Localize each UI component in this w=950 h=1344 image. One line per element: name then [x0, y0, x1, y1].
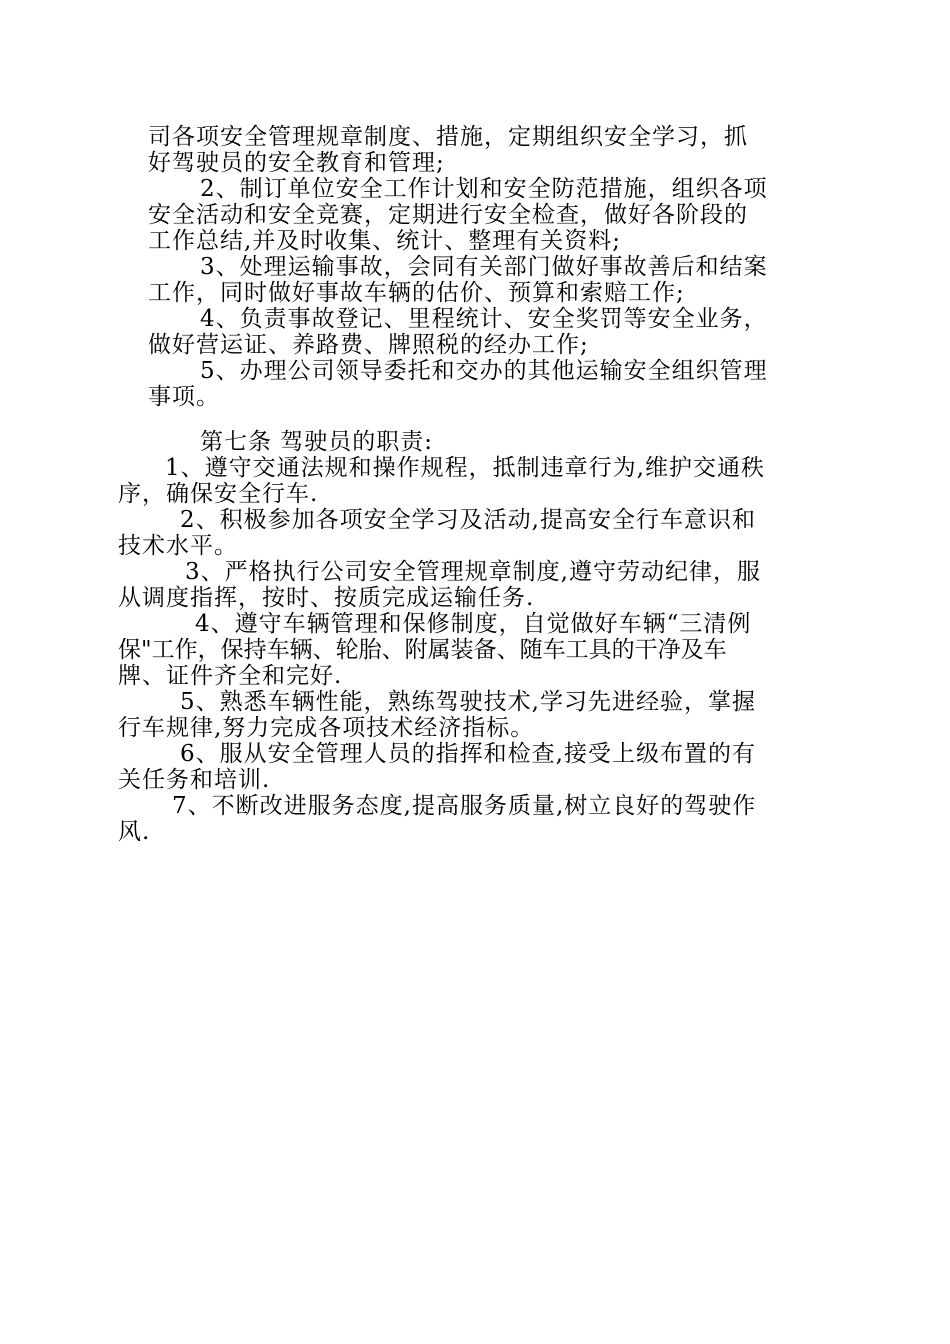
section7-line-13: 关任务和培训. — [118, 767, 271, 793]
section6-line-9: 做好营运证、养路费、牌照税的经办工作; — [148, 332, 589, 358]
section7-line-2: 序，确保安全行车. — [118, 481, 319, 507]
section6-line-5: 工作总结,并及时收集、统计、整理有关资料; — [148, 228, 622, 254]
section7-line-8: 保"工作，保持车辆、轮胎、附属装备、随车工具的干净及车 — [118, 637, 727, 663]
section6-line-2: 好驾驶员的安全教育和管理; — [148, 150, 445, 176]
section6-item-3: 3、处理运输事故，会同有关部门做好事故善后和结案 — [200, 254, 768, 280]
section7-line-15: 风. — [118, 819, 151, 845]
section7-line-11: 行车规律,努力完成各项技术经济指标。 — [118, 715, 535, 741]
section6-item-2: 2、制订单位安全工作计划和安全防范措施，组织各项 — [200, 176, 768, 202]
section7-heading: 第七条 驾驶员的职责: — [200, 429, 434, 455]
section6-line-4: 安全活动和安全竞赛，定期进行安全检查，做好各阶段的 — [148, 202, 748, 228]
section6-item-4: 4、负责事故登记、里程统计、安全奖罚等安全业务， — [200, 306, 768, 332]
section6-line-7: 工作，同时做好事故车辆的估价、预算和索赔工作; — [148, 280, 685, 306]
section7-item-2: 2、积极参加各项安全学习及活动,提高安全行车意识和 — [180, 507, 756, 533]
section6-line-11: 事项。 — [148, 384, 220, 410]
section7-item-7: 7、不断改进服务态度,提高服务质量,树立良好的驾驶作 — [172, 793, 757, 819]
section7-item-6: 6、服从安全管理人员的指挥和检查,接受上级布置的有 — [180, 741, 756, 767]
section7-item-4: 4、遵守车辆管理和保修制度，自觉做好车辆“三清例 — [195, 611, 752, 637]
section7-item-3: 3、严格执行公司安全管理规章制度,遵守劳动纪律，服 — [185, 559, 761, 585]
section6-line-1: 司各项安全管理规章制度、措施，定期组织安全学习，抓 — [148, 124, 748, 150]
section7-item-5: 5、熟悉车辆性能，熟练驾驶技术,学习先进经验，掌握 — [180, 689, 756, 715]
section7-line-9: 牌、证件齐全和完好. — [118, 663, 343, 689]
section7-item-1: 1、遵守交通法规和操作规程，抵制违章行为,维护交通秩 — [165, 455, 765, 481]
section6-item-5: 5、办理公司领导委托和交办的其他运输安全组织管理 — [200, 358, 768, 384]
section7-line-4: 技术水平。 — [118, 533, 238, 559]
section7-line-6: 从调度指挥，按时、按质完成运输任务. — [118, 585, 535, 611]
